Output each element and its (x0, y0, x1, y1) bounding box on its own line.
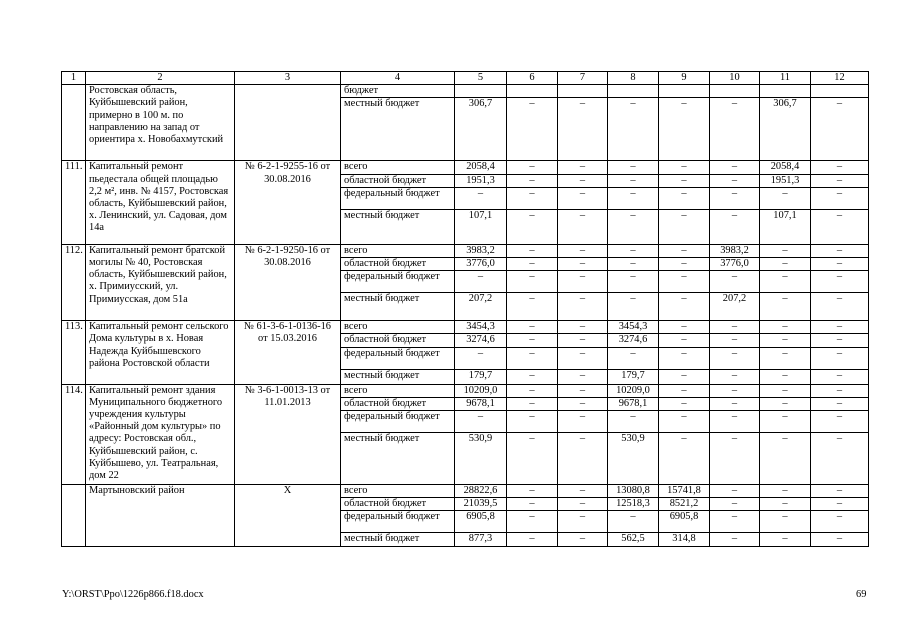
amount-cell: – (507, 209, 558, 244)
amount-cell: – (507, 334, 558, 347)
column-number-5: 5 (455, 72, 507, 85)
amount-cell: – (710, 209, 760, 244)
amount-cell: – (811, 511, 869, 533)
amount-cell: 6905,8 (455, 511, 507, 533)
budget-source-label: федеральный бюджет (341, 411, 455, 433)
amount-cell: 530,9 (455, 433, 507, 485)
amount-cell: – (710, 347, 760, 369)
amount-cell: – (608, 187, 659, 209)
amount-cell: – (558, 244, 608, 257)
amount-cell: – (558, 334, 608, 347)
item-document: № 6-2-1-9255-16 от 30.08.2016 (235, 161, 341, 244)
budget-source-label: местный бюджет (341, 209, 455, 244)
budget-source-label: федеральный бюджет (341, 187, 455, 209)
amount-cell: – (507, 174, 558, 187)
table-body (62, 72, 869, 547)
amount-cell: – (760, 533, 811, 546)
amount-cell: – (507, 271, 558, 293)
item-name: Мартыновский район (86, 485, 235, 547)
amount-cell: 3776,0 (710, 258, 760, 271)
amount-cell: – (811, 369, 869, 384)
amount-cell: – (811, 174, 869, 187)
item-name: Капитальный ремонт братской могилы № 40, Ростовская область, Куйбышевский район, х. Примиусский, ул. Примиусская, дом 51а (86, 244, 235, 320)
amount-cell: – (710, 411, 760, 433)
amount-cell: – (811, 293, 869, 321)
amount-cell: – (558, 433, 608, 485)
budget-source-label: местный бюджет (341, 98, 455, 161)
amount-cell: 6905,8 (659, 511, 710, 533)
amount-cell: – (710, 433, 760, 485)
amount-cell: 1951,3 (760, 174, 811, 187)
item-document: № 61-3-6-1-0136-16 от 15.03.2016 (235, 321, 341, 384)
amount-cell: 314,8 (659, 533, 710, 546)
amount-cell: 107,1 (760, 209, 811, 244)
amount-cell: – (710, 384, 760, 397)
amount-cell: – (608, 511, 659, 533)
column-number-8: 8 (608, 72, 659, 85)
amount-cell: 179,7 (455, 369, 507, 384)
amount-cell: – (659, 369, 710, 384)
amount-cell: – (760, 498, 811, 511)
amount-cell: – (760, 433, 811, 485)
amount-cell: – (811, 485, 869, 498)
amount-cell: – (608, 209, 659, 244)
amount-cell: – (558, 533, 608, 546)
item-document (235, 85, 341, 161)
amount-cell: 9678,1 (608, 397, 659, 410)
amount-cell: – (760, 334, 811, 347)
amount-cell: – (760, 411, 811, 433)
item-document: № 6-2-1-9250-16 от 30.08.2016 (235, 244, 341, 320)
amount-cell: – (710, 271, 760, 293)
amount-cell: 9678,1 (455, 397, 507, 410)
budget-source-label: областной бюджет (341, 334, 455, 347)
amount-cell: – (558, 271, 608, 293)
amount-cell: – (455, 411, 507, 433)
budget-source-label: областной бюджет (341, 397, 455, 410)
amount-cell (811, 85, 869, 98)
budget-source-label: федеральный бюджет (341, 511, 455, 533)
amount-cell: 8521,2 (659, 498, 710, 511)
budget-source-label: местный бюджет (341, 293, 455, 321)
budget-table (61, 71, 869, 547)
amount-cell: – (760, 347, 811, 369)
amount-cell (710, 85, 760, 98)
amount-cell: – (507, 533, 558, 546)
amount-cell: – (558, 174, 608, 187)
amount-cell: 21039,5 (455, 498, 507, 511)
amount-cell: 3274,6 (608, 334, 659, 347)
amount-cell: – (507, 187, 558, 209)
amount-cell: 562,5 (608, 533, 659, 546)
item-number: 112. (62, 244, 86, 320)
amount-cell: – (659, 209, 710, 244)
amount-cell: – (608, 271, 659, 293)
amount-cell: – (659, 187, 710, 209)
item-name: Ростовская область, Куйбышевский район, примерно в 100 м. по направлению на запад от ориентира х. Новобахмутский (86, 85, 235, 161)
amount-cell: – (507, 98, 558, 161)
amount-cell: – (811, 411, 869, 433)
amount-cell: 2058,4 (455, 161, 507, 174)
item-name: Капитальный ремонт здания Муниципального бюджетного учреждения культуры «Районный дом культуры» по адресу: Ростовская обл., Куйбышевский район, с. Куйбышево, ул. Театральная, дом 22 (86, 384, 235, 484)
amount-cell: – (811, 98, 869, 161)
amount-cell: – (811, 498, 869, 511)
column-number-2: 2 (86, 72, 235, 85)
amount-cell: – (455, 271, 507, 293)
item-number: 111. (62, 161, 86, 244)
column-number-row (62, 72, 869, 85)
column-number-12: 12 (811, 72, 869, 85)
column-number-1: 1 (62, 72, 86, 85)
amount-cell: – (710, 187, 760, 209)
amount-cell: – (507, 369, 558, 384)
amount-cell: – (710, 174, 760, 187)
amount-cell: – (455, 347, 507, 369)
amount-cell: – (811, 533, 869, 546)
budget-source-label: федеральный бюджет (341, 347, 455, 369)
amount-cell: – (507, 397, 558, 410)
amount-cell: – (710, 533, 760, 546)
item-document: № 3-6-1-0013-13 от 11.01.2013 (235, 384, 341, 484)
amount-cell: – (558, 511, 608, 533)
column-number-11: 11 (760, 72, 811, 85)
amount-cell: – (710, 485, 760, 498)
amount-cell: 207,2 (710, 293, 760, 321)
amount-cell: – (760, 485, 811, 498)
amount-cell: – (659, 433, 710, 485)
amount-cell: – (760, 244, 811, 257)
item-name: Капитальный ремонт пьедестала общей площадью 2,2 м², инв. № 4157, Ростовская область, Куйбышевский район, х. Ленинский, ул. Садовая, дом 14а (86, 161, 235, 244)
amount-cell: – (811, 334, 869, 347)
footer-page-number: 69 (856, 589, 867, 600)
amount-cell: – (558, 411, 608, 433)
amount-cell: 3776,0 (455, 258, 507, 271)
amount-cell: – (558, 498, 608, 511)
amount-cell: 3983,2 (455, 244, 507, 257)
amount-cell (760, 85, 811, 98)
table-row (62, 485, 869, 498)
amount-cell: – (760, 397, 811, 410)
amount-cell: – (811, 384, 869, 397)
amount-cell (455, 85, 507, 98)
amount-cell: – (760, 293, 811, 321)
amount-cell: – (659, 347, 710, 369)
amount-cell: – (659, 174, 710, 187)
amount-cell: – (760, 271, 811, 293)
amount-cell: 3983,2 (710, 244, 760, 257)
item-document: Х (235, 485, 341, 547)
amount-cell: 1951,3 (455, 174, 507, 187)
amount-cell: – (659, 321, 710, 334)
budget-source-label: областной бюджет (341, 174, 455, 187)
amount-cell: – (608, 174, 659, 187)
table-row (62, 161, 869, 174)
item-number (62, 85, 86, 161)
amount-cell: – (811, 347, 869, 369)
column-number-10: 10 (710, 72, 760, 85)
amount-cell: – (811, 161, 869, 174)
amount-cell: – (811, 209, 869, 244)
amount-cell: 207,2 (455, 293, 507, 321)
amount-cell: – (659, 98, 710, 161)
amount-cell: – (710, 98, 760, 161)
table-row (62, 85, 869, 98)
amount-cell: – (760, 511, 811, 533)
amount-cell: – (659, 271, 710, 293)
amount-cell: 10209,0 (608, 384, 659, 397)
amount-cell: – (608, 161, 659, 174)
item-name: Капитальный ремонт сельского Дома культуры в х. Новая Надежда Куйбышевского района Ростовской области (86, 321, 235, 384)
amount-cell: – (558, 209, 608, 244)
column-number-4: 4 (341, 72, 455, 85)
amount-cell: – (760, 258, 811, 271)
amount-cell (659, 85, 710, 98)
budget-source-label: всего (341, 485, 455, 498)
amount-cell: 179,7 (608, 369, 659, 384)
column-number-9: 9 (659, 72, 710, 85)
amount-cell: – (608, 411, 659, 433)
amount-cell: – (811, 258, 869, 271)
amount-cell: – (558, 485, 608, 498)
amount-cell: – (608, 258, 659, 271)
amount-cell: – (507, 258, 558, 271)
amount-cell (608, 85, 659, 98)
amount-cell: – (710, 321, 760, 334)
amount-cell: 12518,3 (608, 498, 659, 511)
budget-source-label: всего (341, 244, 455, 257)
amount-cell: – (558, 369, 608, 384)
amount-cell: – (455, 187, 507, 209)
budget-source-label: всего (341, 161, 455, 174)
amount-cell: 2058,4 (760, 161, 811, 174)
footer-file-path: Y:\ORST\Ppo\1226p866.f18.docx (62, 589, 204, 600)
amount-cell: – (558, 347, 608, 369)
amount-cell: – (608, 293, 659, 321)
amount-cell: – (558, 258, 608, 271)
amount-cell: – (760, 187, 811, 209)
amount-cell: 306,7 (455, 98, 507, 161)
amount-cell: – (811, 244, 869, 257)
amount-cell: – (558, 293, 608, 321)
budget-source-label: федеральный бюджет (341, 271, 455, 293)
amount-cell: – (659, 334, 710, 347)
amount-cell: – (608, 244, 659, 257)
amount-cell: – (558, 98, 608, 161)
amount-cell: – (608, 347, 659, 369)
amount-cell: 15741,8 (659, 485, 710, 498)
amount-cell: – (558, 161, 608, 174)
column-number-3: 3 (235, 72, 341, 85)
budget-source-label: бюджет (341, 85, 455, 98)
amount-cell: – (507, 485, 558, 498)
amount-cell: 13080,8 (608, 485, 659, 498)
item-number (62, 485, 86, 547)
amount-cell: – (710, 334, 760, 347)
amount-cell: – (507, 433, 558, 485)
amount-cell: – (558, 384, 608, 397)
amount-cell: 28822,6 (455, 485, 507, 498)
budget-source-label: местный бюджет (341, 433, 455, 485)
column-number-7: 7 (558, 72, 608, 85)
budget-source-label: областной бюджет (341, 498, 455, 511)
budget-source-label: местный бюджет (341, 369, 455, 384)
amount-cell: – (811, 271, 869, 293)
amount-cell: – (659, 244, 710, 257)
amount-cell: – (710, 397, 760, 410)
amount-cell: – (710, 511, 760, 533)
column-number-6: 6 (507, 72, 558, 85)
amount-cell: 306,7 (760, 98, 811, 161)
amount-cell: 877,3 (455, 533, 507, 546)
amount-cell: 3274,6 (455, 334, 507, 347)
amount-cell: 530,9 (608, 433, 659, 485)
amount-cell: – (659, 293, 710, 321)
amount-cell: – (659, 397, 710, 410)
amount-cell: – (558, 321, 608, 334)
amount-cell: – (659, 161, 710, 174)
amount-cell: – (710, 498, 760, 511)
item-number: 113. (62, 321, 86, 384)
amount-cell: – (608, 98, 659, 161)
amount-cell: – (507, 498, 558, 511)
budget-source-label: областной бюджет (341, 258, 455, 271)
amount-cell: – (659, 411, 710, 433)
amount-cell: – (659, 384, 710, 397)
amount-cell: – (558, 397, 608, 410)
budget-source-label: местный бюджет (341, 533, 455, 546)
amount-cell: – (558, 187, 608, 209)
table-row (62, 384, 869, 397)
amount-cell: – (507, 347, 558, 369)
budget-source-label: всего (341, 321, 455, 334)
amount-cell: – (507, 161, 558, 174)
amount-cell: – (811, 433, 869, 485)
amount-cell: 10209,0 (455, 384, 507, 397)
amount-cell: – (811, 397, 869, 410)
amount-cell: – (507, 321, 558, 334)
amount-cell: – (507, 244, 558, 257)
amount-cell: – (710, 161, 760, 174)
table-row (62, 321, 869, 334)
amount-cell: 107,1 (455, 209, 507, 244)
amount-cell: – (811, 321, 869, 334)
amount-cell: – (760, 321, 811, 334)
table-row (62, 244, 869, 257)
budget-source-label: всего (341, 384, 455, 397)
amount-cell: – (760, 384, 811, 397)
amount-cell: – (811, 187, 869, 209)
amount-cell: – (507, 511, 558, 533)
amount-cell (558, 85, 608, 98)
item-number: 114. (62, 384, 86, 484)
amount-cell (507, 85, 558, 98)
amount-cell: – (507, 384, 558, 397)
amount-cell: 3454,3 (608, 321, 659, 334)
amount-cell: – (659, 258, 710, 271)
amount-cell: – (760, 369, 811, 384)
amount-cell: – (507, 411, 558, 433)
amount-cell: 3454,3 (455, 321, 507, 334)
amount-cell: – (507, 293, 558, 321)
amount-cell: – (710, 369, 760, 384)
